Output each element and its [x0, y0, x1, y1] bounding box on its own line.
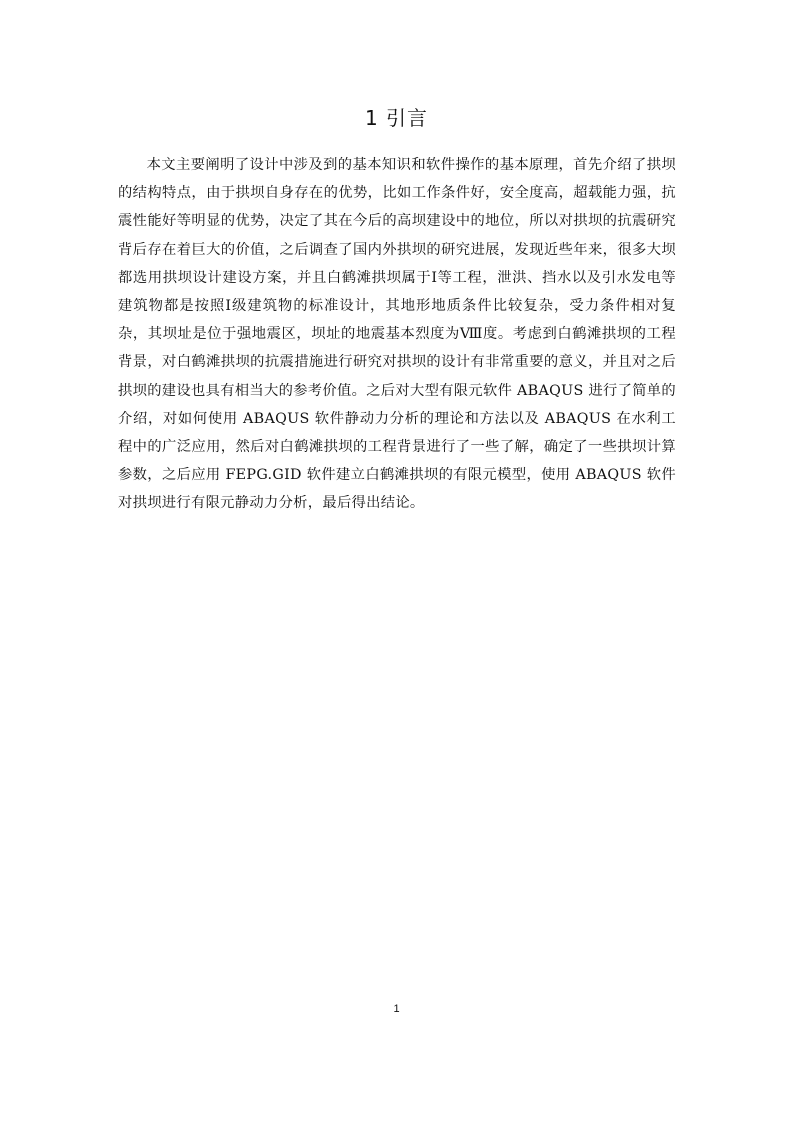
body-paragraph: 本文主要阐明了设计中涉及到的基本知识和软件操作的基本原理，首先介绍了拱坝的结构特点，由于拱坝自身存在的优势，比如工作条件好，安全度高，超载能力强，抗震性能好等明显的优势，决定了其在今后的高坝建设中的地位，所以对拱坝的抗震研究背后存在着巨大的价值，之后调查了国内外拱坝的研究进展，发现近些年来，很多大坝都选用拱坝设计建设方案，并且白鹤滩拱坝属于Ⅰ等工程，泄洪、挡水以及引水发电等建筑物都是按照Ⅰ级建筑物的标准设计，其地形地质条件比较复杂，受力条件相对复杂，其坝址是位于强地震区，坝址的地震基本烈度为Ⅷ度。考虑到白鹤滩拱坝的工程背景，对白鹤滩拱坝的抗震措施进行研究对拱坝的设计有非常重要的意义，并且对之后拱坝的建设也具有相当大的参考价值。之后对大型有限元软件 ABAQUS 进行了简单的介绍，对如何使用 ABAQUS 软件静动力分析的理论和方法以及 ABAQUS 在水利工程中的广泛应用，然后对白鹤滩拱坝的工程背景进行了一些了解，确定了一些拱坝计算参数，之后应用 FEPG.GID 软件建立白鹤滩拱坝的有限元模型，使用 ABAQUS 软件对拱坝进行有限元静动力分析，最后得出结论。	[118, 157, 676, 512]
page-number: 1	[393, 1003, 400, 1015]
section-heading: 1 引言	[364, 106, 429, 130]
